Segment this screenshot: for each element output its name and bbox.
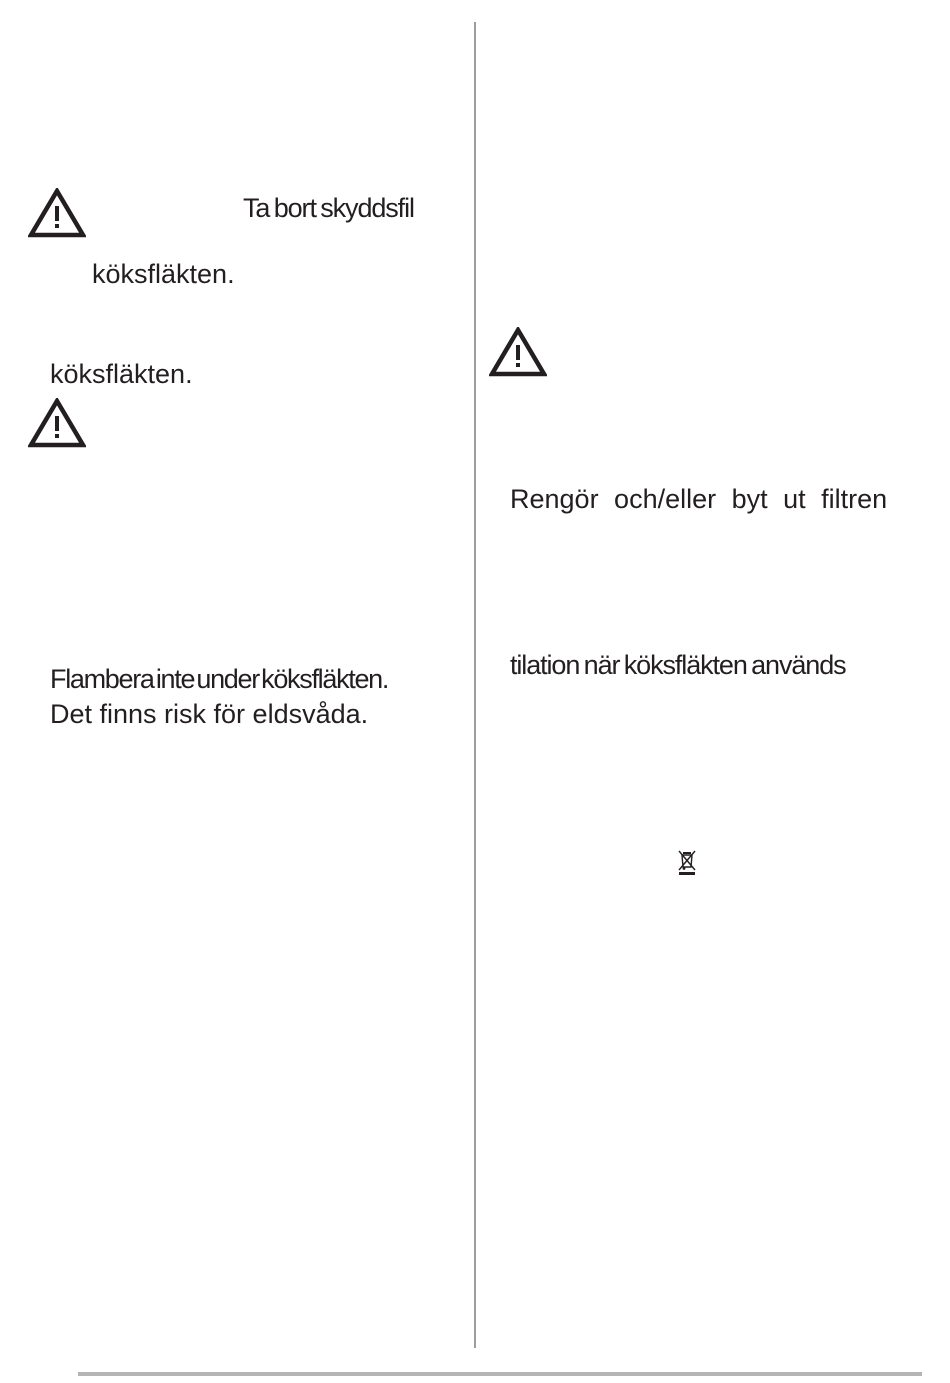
text-no-flambe: Flambera inte under köksfläkten. [50, 664, 389, 694]
warning-triangle-icon [489, 327, 547, 377]
text-koksflakten-2: köksfläkten. [50, 359, 193, 389]
text-koksflakten-1: köksfläkten. [92, 259, 235, 289]
column-divider [474, 22, 476, 1348]
footer-rule [78, 1372, 922, 1376]
warning-text-remove-film: Ta bort skyddsfil [243, 193, 414, 223]
text-clean-filters: Rengör och/eller byt ut filtren [510, 484, 888, 514]
crossed-out-wheelie-bin-icon [677, 848, 697, 876]
text-fire-risk: Det finns risk för eldsvåda. [50, 699, 369, 729]
text-ventilation: tilation när köksfläkten används [510, 650, 846, 680]
warning-triangle-icon [28, 188, 86, 238]
warning-triangle-icon [28, 398, 86, 448]
